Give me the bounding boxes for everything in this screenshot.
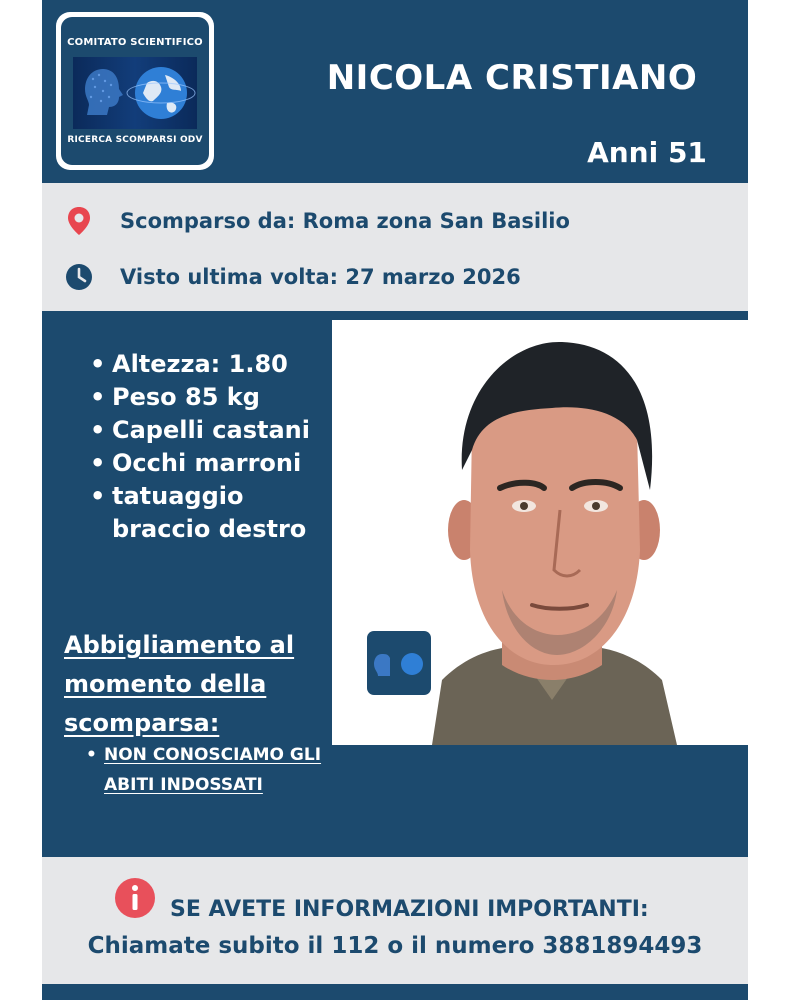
person-name: NICOLA CRISTIANO bbox=[326, 58, 698, 98]
location-pin-icon bbox=[64, 205, 94, 237]
person-age: Anni 51 bbox=[587, 136, 707, 169]
last-seen-text: Visto ultima volta: 27 marzo 2026 bbox=[120, 265, 521, 289]
logo-title: COMITATO SCIENTIFICO bbox=[67, 37, 203, 48]
last-seen-row bbox=[42, 257, 748, 297]
feature-tattoo: • tatuaggio braccio destro bbox=[86, 480, 346, 546]
physical-description-list bbox=[86, 348, 346, 546]
logo-subtitle: RICERCA SCOMPARSI ODV bbox=[67, 135, 203, 145]
feature-hair: • Capelli castani bbox=[86, 414, 346, 447]
contact-phone-text: Chiamate subito il 112 o il numero 3881894493 bbox=[87, 933, 703, 959]
head-globe-icon bbox=[73, 57, 197, 129]
feature-eyes: • Occhi marroni bbox=[86, 447, 346, 480]
clothing-item: • NON CONOSCIAMO GLI ABITI INDOSSATI bbox=[86, 740, 364, 800]
contact-heading: SE AVETE INFORMAZIONI IMPORTANTI: bbox=[170, 897, 649, 922]
missing-from-text: Scomparso da: Roma zona San Basilio bbox=[120, 209, 570, 233]
organization-logo bbox=[56, 12, 214, 170]
feature-weight: • Peso 85 kg bbox=[86, 381, 346, 414]
photo-watermark-logo bbox=[364, 628, 434, 698]
missing-person-poster bbox=[42, 0, 748, 1000]
feature-height: • Altezza: 1.80 bbox=[86, 348, 346, 381]
clothing-heading: Abbigliamento al momento della scomparsa: bbox=[64, 631, 295, 737]
contact-band bbox=[42, 857, 748, 984]
person-photo bbox=[332, 320, 748, 745]
person-portrait-image bbox=[332, 320, 748, 745]
clock-icon bbox=[64, 261, 94, 293]
info-icon bbox=[114, 877, 156, 919]
location-row bbox=[42, 201, 748, 241]
info-band bbox=[42, 183, 748, 311]
